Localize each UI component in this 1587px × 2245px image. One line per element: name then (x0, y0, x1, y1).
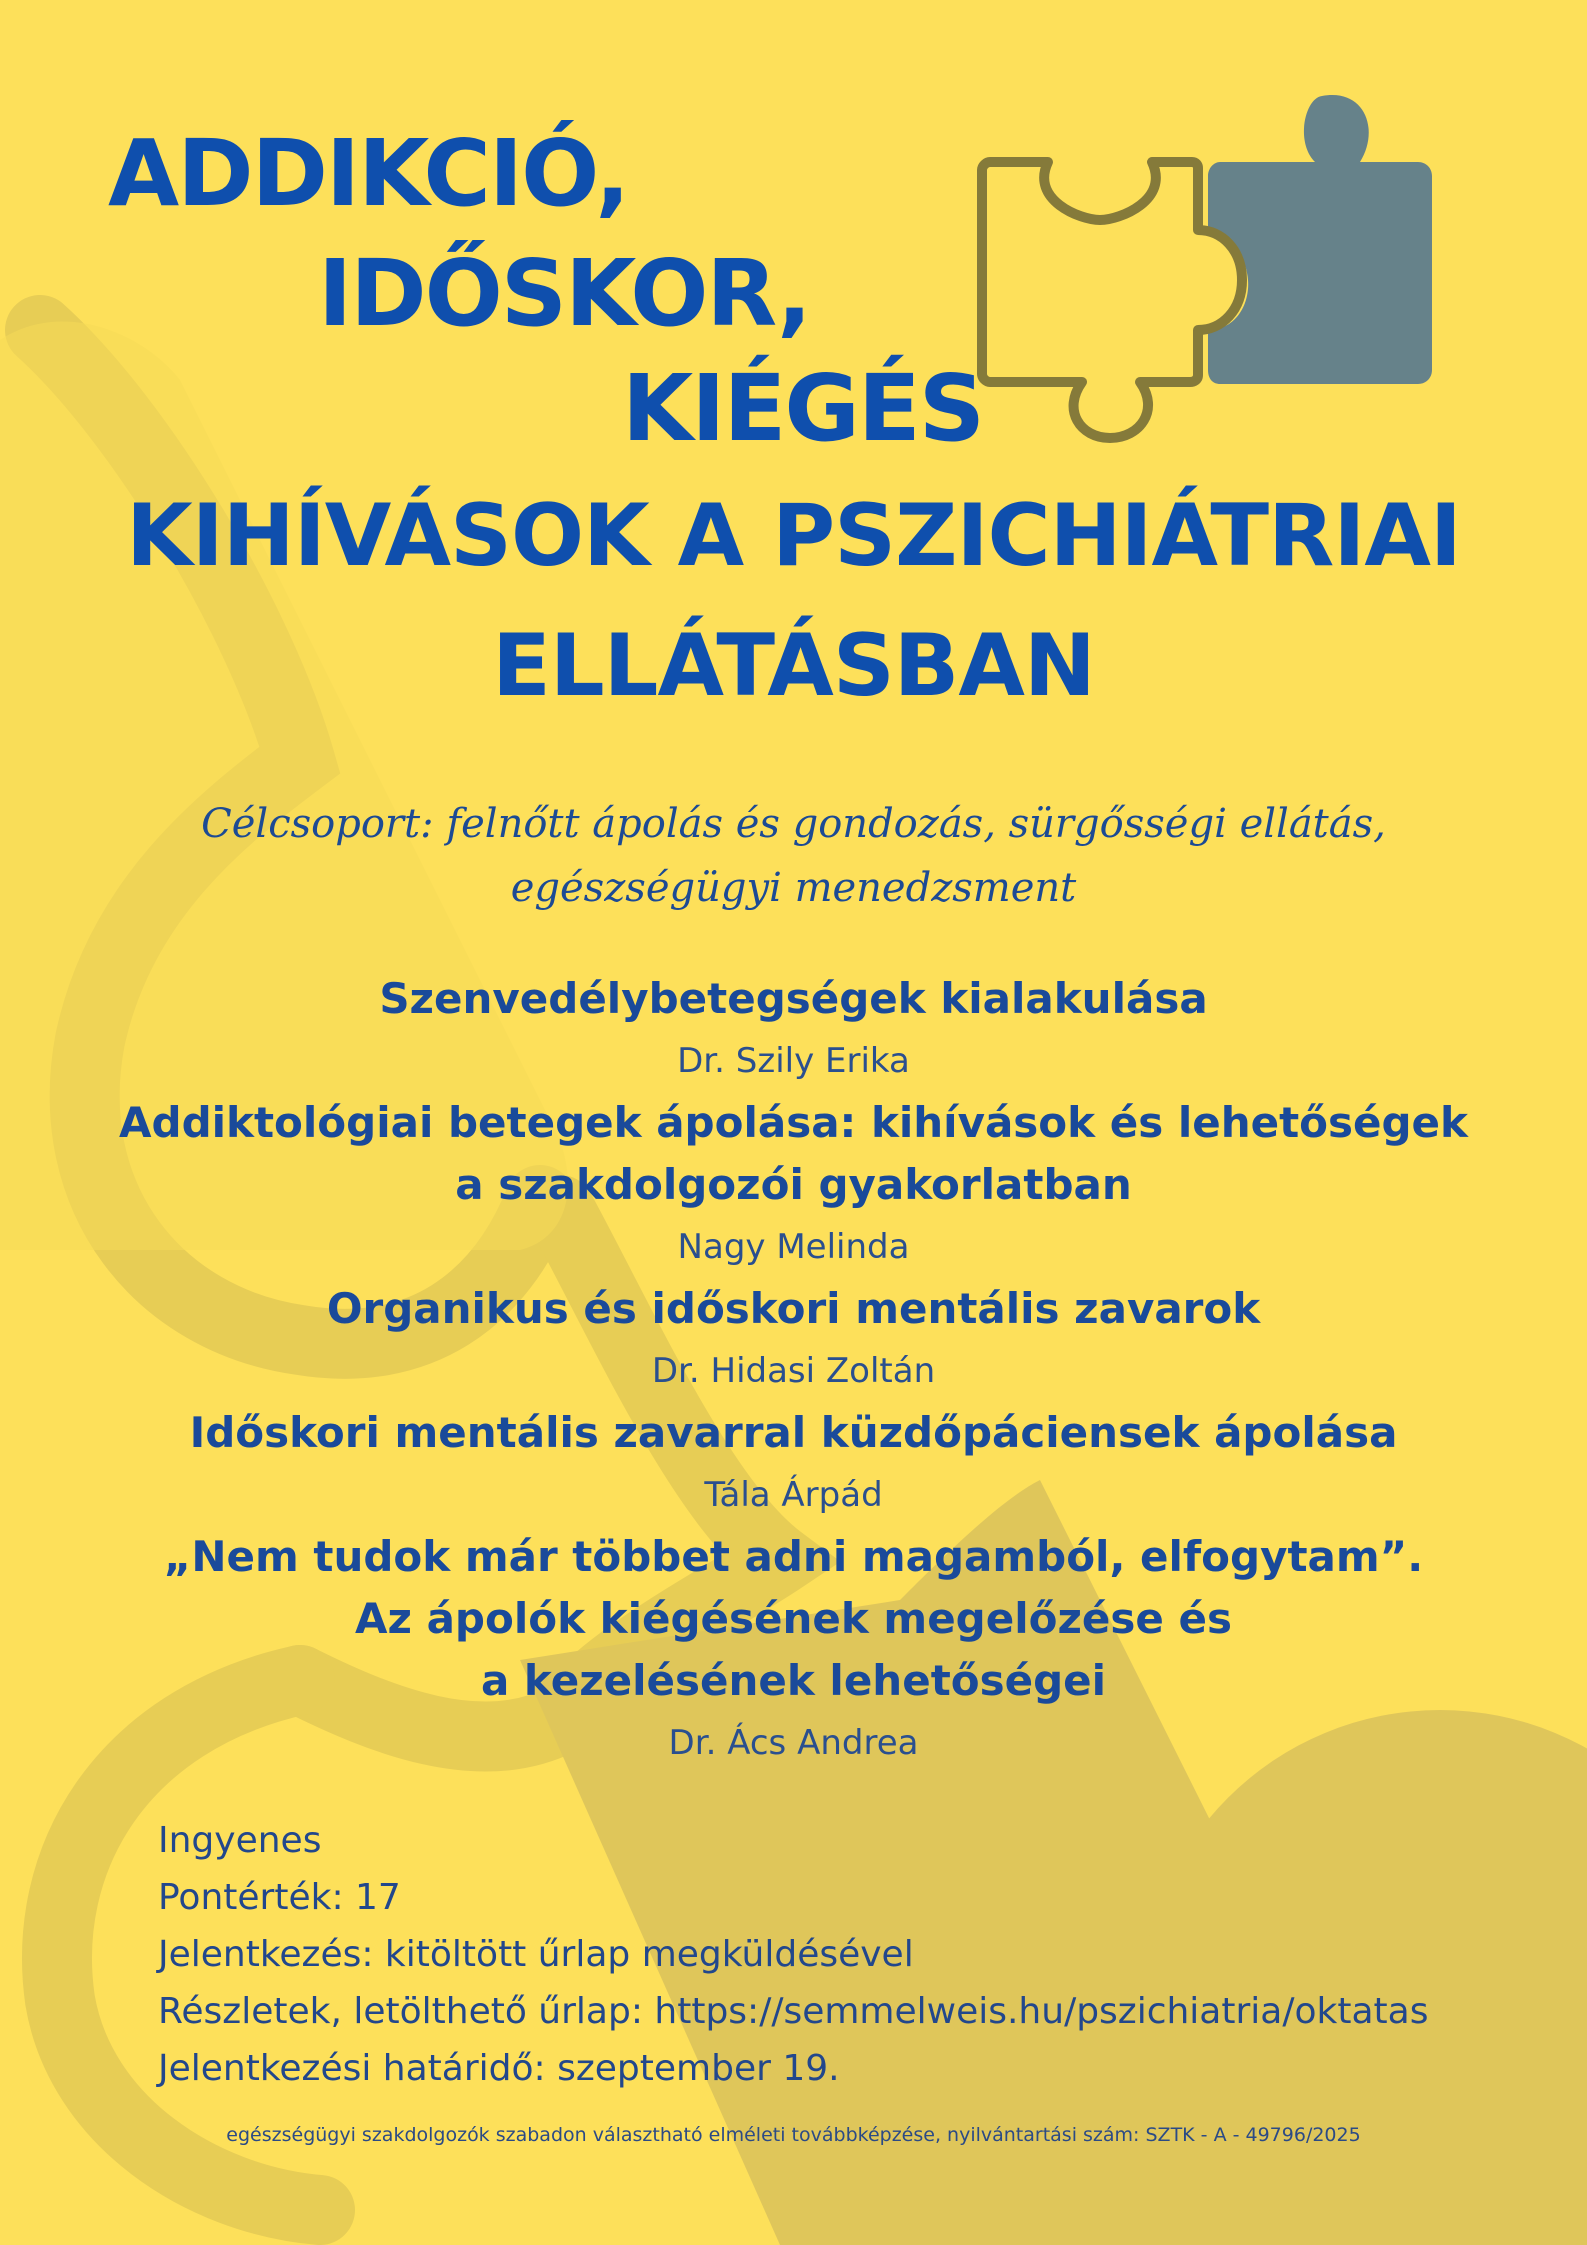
puzzle-pieces-icon (970, 90, 1450, 450)
info-details-link: Részletek, letölthető űrlap: https://semmelweis.hu/pszichiatria/oktatas (158, 1991, 1429, 2032)
talk-speaker: Tála Árpád (704, 1475, 883, 1515)
info-price: Ingyenes (158, 1820, 322, 1861)
talk-title: Szenvedélybetegségek kialakulása (379, 974, 1208, 1023)
title-line-3: KIÉGÉS (622, 355, 983, 462)
info-points: Pontérték: 17 (158, 1877, 401, 1918)
subtitle-line-2: ELLÁTÁSBAN (492, 616, 1095, 716)
subtitle-line-1: KIHÍVÁSOK A PSZICHIÁTRIAI (126, 486, 1461, 586)
title-line-1: ADDIKCIÓ, (108, 120, 629, 227)
info-registration: Jelentkezés: kitöltött űrlap megküldésével (158, 1934, 914, 1975)
target-audience (0, 792, 1587, 920)
footer-note: egészségügyi szakdolgozók szabadon választható elméleti továbbképzése, nyilvántartási szám: SZTK - A - 49796/2025 (226, 2124, 1361, 2146)
talk-title: „Nem tudok már többet adni magamból, elfogytam”. Az ápolók kiégésének megelőzése és a kezelésének lehetőségei (163, 1532, 1424, 1705)
talk-speaker: Dr. Hidasi Zoltán (651, 1351, 936, 1391)
talk-speaker: Nagy Melinda (677, 1227, 910, 1267)
talk-speaker: Dr. Szily Erika (677, 1041, 910, 1081)
event-info (158, 1812, 1428, 2097)
talk-list (0, 968, 1587, 1774)
talk-title: Addiktológiai betegek ápolása: kihívások és lehetőségek a szakdolgozói gyakorlatban (119, 1098, 1468, 1209)
audience-line-1: Célcsoport: felnőtt ápolás és gondozás, sürgősségi ellátás, (201, 801, 1386, 847)
talk-speaker: Dr. Ács Andrea (668, 1723, 919, 1763)
audience-line-2: egészségügyi menedzsment (510, 865, 1077, 911)
title-line-2: IDŐSKOR, (318, 240, 810, 347)
talk-title: Időskori mentális zavarral küzdőpáciensek ápolása (189, 1408, 1398, 1457)
info-deadline: Jelentkezési határidő: szeptember 19. (158, 2048, 840, 2089)
talk-title: Organikus és időskori mentális zavarok (326, 1284, 1261, 1333)
